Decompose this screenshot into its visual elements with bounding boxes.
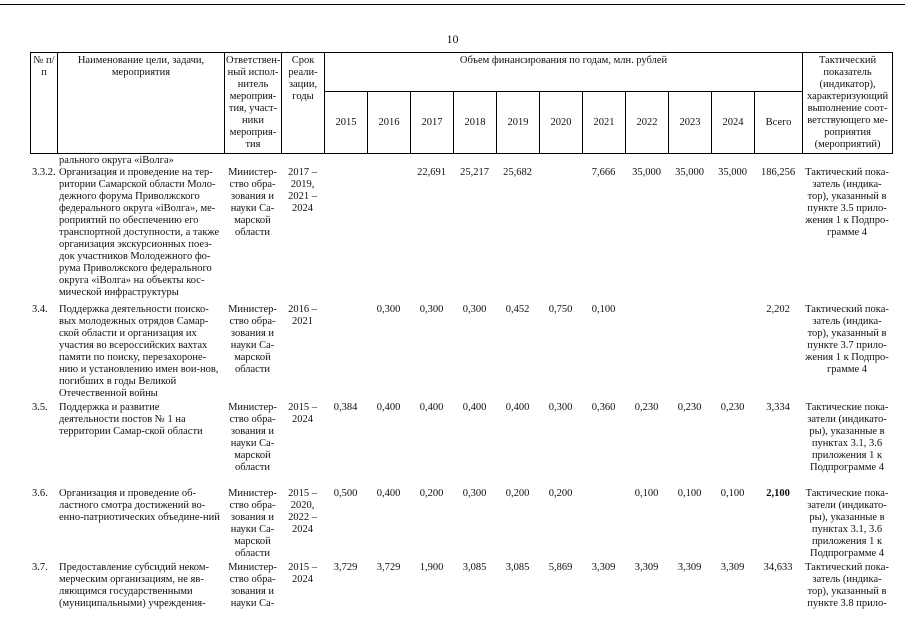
header-year: 2021 <box>583 92 626 154</box>
row-total: 34,633 <box>763 562 793 573</box>
row-value: 35,000 <box>632 167 661 178</box>
header-num: № п/п <box>31 53 58 154</box>
row-value <box>324 304 367 402</box>
row-value: 0,400 <box>419 402 444 413</box>
row-value: 3,729 <box>333 562 358 573</box>
row-term: 2015 – 2024 <box>288 402 317 425</box>
row-value: 0,360 <box>591 402 616 413</box>
row-value: 0,300 <box>462 488 487 499</box>
row-total: 186,256 <box>760 167 796 178</box>
row-indicator: Тактический пока-затель (индика-тор), указанный в пункте 3.7 прило-жения 1 к Подпро-грамме 4 <box>805 304 889 375</box>
row-value <box>582 488 625 562</box>
row-total: 3,334 <box>766 402 790 413</box>
row-value <box>367 167 410 304</box>
row-num: 3.4. <box>32 304 48 315</box>
header-funding: Объем финансирования по годам, млн. рублей <box>325 53 803 92</box>
row-name: Организация и проведение на тер-ритории Самарской области Моло-дежного форума Приволжского федерального округа «iВолга», ме-роприятий по обеспечению его транспортной доступности, а также организация экскурсионных поез-док участников Молодежного фо-рума Приволжского федерального округа «iВолга» на объекты кос-мической инфраструктуры <box>59 167 220 298</box>
table-row <box>30 304 892 402</box>
row-value: 7,666 <box>591 167 616 178</box>
row-value: 0,100 <box>677 488 702 499</box>
table-header <box>30 52 893 154</box>
table-row <box>30 167 892 304</box>
row-value: 0,230 <box>677 402 702 413</box>
row-value <box>668 304 711 402</box>
header-indicator: Тактический показатель (индикатор), характеризующий выполнение соот-ветствующего ме-роприятия (мероприятий) <box>803 53 893 154</box>
row-value: 3,729 <box>376 562 401 573</box>
row-value: 0,300 <box>462 304 487 315</box>
header-year: 2018 <box>454 92 497 154</box>
row-responsible: Министер-ство обра-зования и науки Са- <box>228 562 277 609</box>
header-year: 2024 <box>712 92 755 154</box>
row-responsible: Министер-ство обра-зования и науки Са-марской области <box>228 488 277 559</box>
row-value: 35,000 <box>675 167 704 178</box>
row-value: 0,200 <box>419 488 444 499</box>
row-value: 3,309 <box>720 562 745 573</box>
header-year: 2019 <box>497 92 540 154</box>
row-term: 2016 – 2021 <box>288 304 317 327</box>
row-num: 3.3.2. <box>32 167 56 178</box>
row-value: 0,200 <box>548 488 573 499</box>
row-value <box>711 304 754 402</box>
header-year: 2017 <box>411 92 454 154</box>
row-term: 2015 – 2020, 2022 – 2024 <box>288 488 317 535</box>
row-responsible: Министер-ство обра-зования и науки Са-марской области <box>228 402 277 473</box>
row-indicator: Тактические пока-затели (индикато-ры), указанные в пунктах 3.1, 3.6 приложения 1 к Подпрограмме 4 <box>805 402 889 473</box>
header-term: Срок реали-зации, годы <box>282 53 325 154</box>
row-value: 0,230 <box>634 402 659 413</box>
row-responsible: Министер-ство обра-зования и науки Са-марской области <box>228 304 277 375</box>
row-num: 3.6. <box>32 488 48 499</box>
header-responsible: Ответствен-ный испол-нитель мероприя-тия, участ-ники мероприя-тия <box>225 53 282 154</box>
table-row <box>30 562 892 622</box>
row-indicator: Тактический пока-затель (индика-тор), указанный в пункте 3.8 прило- <box>805 562 889 609</box>
header-year: 2020 <box>540 92 583 154</box>
row-total: 2,100 <box>766 488 790 499</box>
header-name: Наименование цели, задачи, мероприятия <box>58 53 225 154</box>
row-value: 0,452 <box>505 304 530 315</box>
row-value: 0,300 <box>376 304 401 315</box>
row-value: 0,200 <box>505 488 530 499</box>
row-term: 2015 – 2024 <box>288 562 317 585</box>
row-value: 5,869 <box>548 562 573 573</box>
row-value: 3,309 <box>677 562 702 573</box>
table-row <box>30 402 892 488</box>
row-value: 22,691 <box>417 167 446 178</box>
page-number: 10 <box>446 32 459 46</box>
row-value: 0,400 <box>462 402 487 413</box>
row-value: 0,300 <box>419 304 444 315</box>
continuation-row <box>30 155 892 167</box>
row-name: Поддержка и развитие деятельности постов № 1 на территории Самар-ской области <box>59 402 203 437</box>
header-total: Всего <box>755 92 803 154</box>
row-indicator: Тактические пока-затели (индикато-ры), указанные в пунктах 3.1, 3.6 приложения 1 к Подпрограмме 4 <box>805 488 889 559</box>
row-value: 0,400 <box>376 402 401 413</box>
row-value: 0,384 <box>333 402 358 413</box>
row-value: 25,217 <box>460 167 489 178</box>
row-value: 0,100 <box>634 488 659 499</box>
row-value: 0,100 <box>720 488 745 499</box>
row-name: Поддержка деятельности поиско-вых молодежных отрядов Самар-ской области и организация их участия во всероссийских вахтах памяти по поиску, перезахороне-нию и установлению имен вои-нов, погибших в годы Великой Отечественной войны <box>59 304 219 399</box>
row-name: Организация и проведение об-ластного смотра достижений во-енно-патриотических объедине-ний <box>59 488 220 523</box>
continuation-text: рального округа «iВолга» <box>59 155 174 166</box>
row-value: 3,309 <box>591 562 616 573</box>
row-value: 0,400 <box>505 402 530 413</box>
row-value: 0,750 <box>548 304 573 315</box>
row-value <box>539 167 582 304</box>
row-value: 0,400 <box>376 488 401 499</box>
header-year: 2015 <box>325 92 368 154</box>
row-value <box>625 304 668 402</box>
row-responsible: Министер-ство обра-зования и науки Са-марской области <box>228 167 277 238</box>
header-year: 2016 <box>368 92 411 154</box>
header-year: 2022 <box>626 92 669 154</box>
row-value: 25,682 <box>503 167 532 178</box>
row-num: 3.7. <box>32 562 48 573</box>
row-value: 0,100 <box>591 304 616 315</box>
row-num: 3.5. <box>32 402 48 413</box>
header-year: 2023 <box>669 92 712 154</box>
row-value: 3,309 <box>634 562 659 573</box>
row-value: 3,085 <box>462 562 487 573</box>
row-indicator: Тактический пока-затель (индика-тор), указанный в пункте 3.5 прило-жения 1 к Подпро-грамме 4 <box>805 167 889 238</box>
row-total: 2,202 <box>766 304 790 315</box>
row-name: Предоставление субсидий неком-мерческим организациям, не яв-ляющимся государственными (муниципальными) учреждения- <box>59 562 209 609</box>
row-value: 0,500 <box>333 488 358 499</box>
row-value: 3,085 <box>505 562 530 573</box>
row-value: 1,900 <box>419 562 444 573</box>
row-value: 0,300 <box>548 402 573 413</box>
row-value <box>324 167 367 304</box>
table-body <box>30 155 892 622</box>
row-value: 0,230 <box>720 402 745 413</box>
top-border-line <box>0 4 905 5</box>
row-term: 2017 – 2019, 2021 – 2024 <box>288 167 317 214</box>
row-value: 35,000 <box>718 167 747 178</box>
table-row <box>30 488 892 562</box>
